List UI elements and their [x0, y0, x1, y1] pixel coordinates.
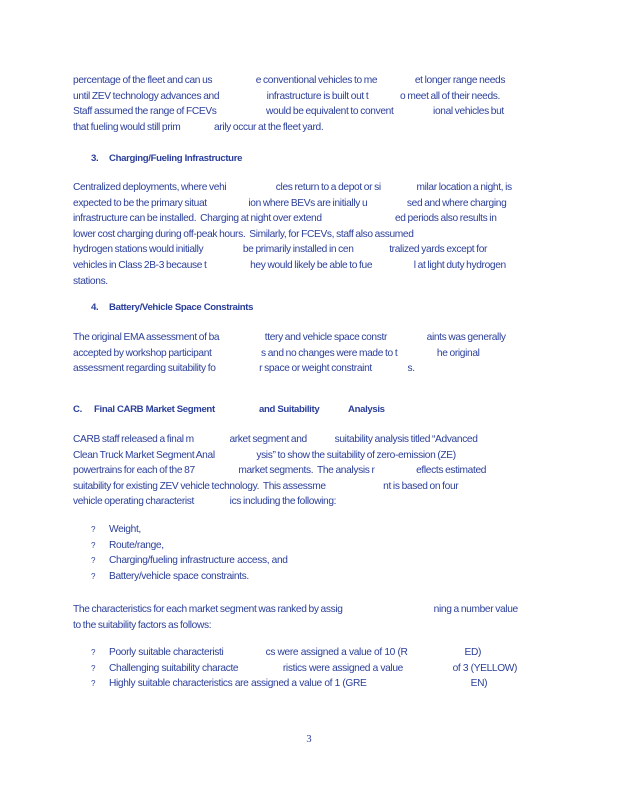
list-item-text: Charging/fueling infrastructure access, and	[109, 555, 288, 567]
bullet-glyph: ?	[91, 540, 96, 550]
list-item-text: Route/range,	[109, 539, 164, 551]
heading-letter: C.	[73, 404, 82, 415]
list-item	[73, 569, 545, 585]
text-line: The characteristics for each market segment was ranked by assig ning a number value	[73, 604, 518, 615]
text-line: Staff assumed the range of FCEVs would be equivalent to convent ional vehicles but	[73, 106, 504, 118]
heading-title: Battery/Vehicle Space Constraints	[109, 302, 254, 313]
text-line: until ZEV technology advances and infrastructure is built out t o meet all of their needs.	[73, 90, 500, 102]
list-item-text: Battery/vehicle space constraints.	[109, 570, 249, 582]
section-heading-battery	[91, 302, 254, 313]
text-line: Clean Truck Market Segment Anal ysis” to show the suitability of zero-emission (ZE)	[73, 449, 456, 461]
bullet-glyph: ?	[91, 571, 96, 581]
list-item	[73, 553, 545, 569]
text-line: percentage of the fleet and can us e conventional vehicles to me et longer range needs	[73, 75, 506, 86]
text-line: stations.	[73, 275, 108, 287]
list-item	[73, 676, 545, 692]
list-item	[73, 645, 545, 661]
text-line: hydrogen stations would initially be primarily installed in cen tralized yards except for	[73, 244, 488, 256]
text-line: accepted by workshop participant s and no changes were made to t he original	[73, 347, 480, 359]
section-heading-charging	[91, 153, 243, 164]
heading-title-part1: Final CARB Market Segment	[94, 404, 215, 415]
bullet-glyph: ?	[91, 556, 96, 566]
list-item-text: Weight,	[109, 524, 141, 535]
heading-title-part3: Analysis	[348, 404, 385, 415]
text-line: suitability for existing ZEV vehicle technology. This assessme nt is based on four	[73, 480, 459, 492]
heading-number: 3.	[91, 153, 99, 164]
bullet-list-operating-characteristics	[73, 522, 545, 584]
text-line: to the suitability factors as follows:	[73, 619, 212, 631]
list-item-text: Challenging suitability characte ristics were assigned a value of 3 (YELLOW)	[109, 662, 518, 674]
list-item	[73, 522, 545, 538]
heading-title-part2: and Suitability	[259, 404, 320, 415]
bullet-glyph: ?	[91, 679, 96, 689]
text-line: vehicle operating characterist ics including the following:	[73, 496, 337, 508]
paragraph-charging-infrastructure	[73, 180, 545, 289]
text-line: lower cost charging during off-peak hours. Similarly, for FCEVs, staff also assumed	[73, 228, 414, 240]
paragraph-fleet-range	[73, 73, 545, 135]
text-line: CARB staff released a final m arket segment and suitability analysis titled “Advanced	[73, 434, 478, 445]
bullet-glyph: ?	[91, 663, 96, 673]
list-item-text: Highly suitable characteristics are assigned a value of 1 (GRE EN)	[109, 678, 488, 690]
bullet-glyph: ?	[91, 525, 96, 534]
text-line: powertrains for each of the 87 market segments. The analysis r eflects estimated	[73, 465, 487, 477]
section-heading-final-carb	[73, 404, 473, 415]
paragraph-ranking	[73, 602, 545, 633]
paragraph-battery-constraints	[73, 330, 545, 377]
list-item	[73, 538, 545, 554]
list-item	[73, 661, 545, 677]
page-number: 3	[306, 734, 312, 745]
bullet-glyph: ?	[91, 648, 96, 657]
heading-title: Charging/Fueling Infrastructure	[109, 153, 243, 164]
text-line: infrastructure can be installed. Charging at night over extend ed periods also results in	[73, 213, 497, 225]
text-line: expected to be the primary situat ion where BEVs are initially u sed and where charging	[73, 197, 507, 209]
paragraph-market-segment-analysis	[73, 432, 545, 510]
bullet-list-suitability-values	[73, 645, 545, 692]
heading-number: 4.	[91, 302, 99, 313]
text-line: Centralized deployments, where vehi cles return to a depot or si milar location a night, is	[73, 182, 512, 193]
text-line: The original EMA assessment of ba ttery and vehicle space constr aints was generally	[73, 332, 506, 343]
text-line: vehicles in Class 2B-3 because t hey would likely be able to fue l at light duty hydrogen	[73, 259, 506, 271]
list-item-text: Poorly suitable characteristi cs were assigned a value of 10 (R ED)	[109, 647, 482, 658]
text-line: assessment regarding suitability fo r space or weight constraint s.	[73, 363, 415, 375]
text-line: that fueling would still prim arily occur at the fleet yard.	[73, 121, 324, 133]
